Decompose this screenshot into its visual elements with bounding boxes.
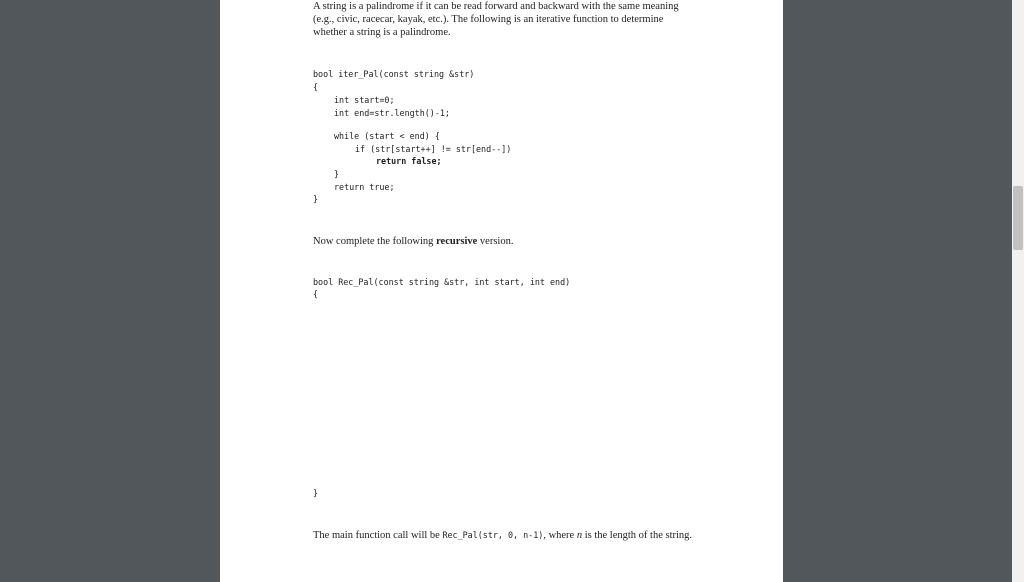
iter-close-brace: } — [313, 194, 319, 204]
iter-if-line: if (str[start++] != str[end--]) — [355, 144, 512, 154]
iter-return-true: return true; — [334, 182, 395, 192]
prompt-text-before: Now complete the following — [313, 236, 437, 247]
iter-return-false: return false; — [376, 156, 442, 166]
iter-inner-close: } — [334, 169, 340, 179]
intro-line-3: whether a string is a palindrome. — [313, 27, 451, 38]
intro-line-1: A string is a palindrome if it can be read forward and backward with the same meaning — [313, 1, 679, 12]
document-page — [220, 0, 783, 582]
intro-line-2: (e.g., civic, racecar, kayak, etc.). The following is an iterative function to determine — [313, 14, 664, 25]
iter-decl-start: int start=0; — [334, 95, 395, 105]
footer-call-code: Rec_Pal(str, 0, n-1) — [442, 530, 544, 540]
iter-while-line: while (start < end) { — [334, 131, 440, 141]
rec-signature: bool Rec_Pal(const string &str, int start, int end) — [313, 277, 571, 287]
footer-text-middle: , where — [543, 530, 577, 541]
scrollbar-thumb[interactable] — [1013, 186, 1023, 250]
footer-note — [313, 529, 692, 542]
iter-signature: bool iter_Pal(const string &str) — [313, 69, 475, 79]
rec-open-brace: { — [313, 289, 319, 299]
iter-open-brace: { — [313, 82, 319, 92]
prompt-bold-word: recursive — [436, 236, 478, 247]
footer-var-n: n — [576, 530, 583, 541]
rec-close-brace: } — [313, 488, 319, 498]
recursive-prompt — [313, 235, 513, 248]
prompt-text-after: version. — [477, 236, 514, 247]
footer-text-after: is the length of the string. — [582, 530, 693, 541]
vertical-scrollbar[interactable] — [1012, 0, 1024, 582]
footer-text-before: The main function call will be — [313, 530, 443, 541]
iter-decl-end: int end=str.length()-1; — [334, 108, 450, 118]
